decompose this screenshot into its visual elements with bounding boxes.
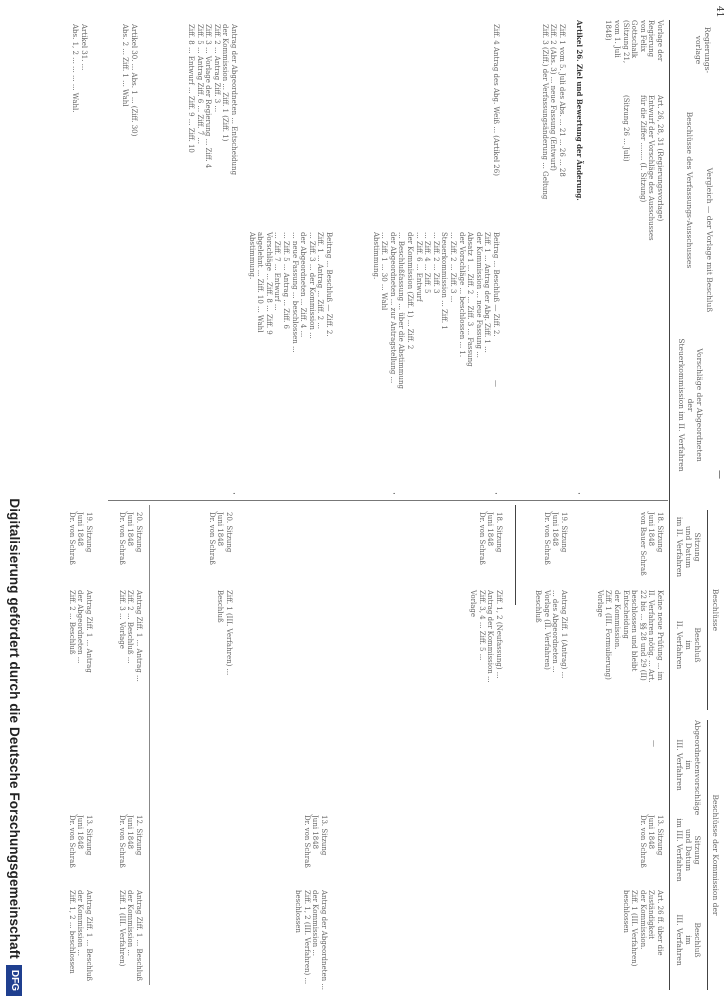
r-row6-sitzung-2: 13. Sitzung Juni 1848 Dr. von Schraß [67, 815, 93, 868]
r-row5-sitzung-2: 12. Sitzung Juni 1848 Dr. von Schraß [117, 815, 143, 868]
block-1: Ziff. 1 vom 5. Juli des Abs. ... 21 ... 26 ... 28 Ziff. 2 (Abs. 3) ... neue Fassung (Entwurf) Ziff. 3 (Ziff.) der Verfassungsänderung ... Geltung [540, 24, 566, 200]
row1-sitzung-1: 18. Sitzung Juni 1848 von Bauer Schraß [638, 512, 664, 576]
r-row5-beschluss: Antrag Ziff. 1 ... Antrag ... Ziff. 2 ... Beschluß ... Ziff. 3 ... Vorlage [117, 590, 143, 682]
row1-left: Vorlage der Regierung von Felix Gottschalk (Sitzung 21, vom 1. Juli 1848) [604, 20, 664, 64]
header-right-group: Beschlüsse [711, 588, 720, 632]
header-col-b: Vorschläge der Abgeordneten der Steuerkommission im II. Verfahren [677, 338, 704, 472]
dfg-credit-text: Digitalisierung gefördert durch die Deutsche Forschungsgemeinschaft [7, 498, 22, 959]
header-regierungsvorlage: Regierungs- vorlage [694, 26, 712, 74]
row1-beschluss-2: Art. 26 ff. über die Zuständigkeit der Kommission. Ziff. 1 (III. Verfahren) beschlossen [621, 890, 664, 967]
row1-beschluss-1: Keine neue Prüfung ... im II. Verfahren nötig. ... Art. 22 bis ... §§ 28 und 29 (II) beschlossen und bleibt Entscheidung der Kommission. Ziff. 1 (III. Formulierung) Vorlage [595, 590, 664, 683]
block-4: Artikel 30. ... Abs. 1 ... (Ziff. 30) Abs. 2 ... Ziff. 1 ... Wahl [121, 24, 138, 137]
right-band-rule [515, 505, 516, 605]
right-row-rule [149, 505, 150, 985]
block-2: Ziff. 4 Antrag des Abg. Weiß ... (Artikel 26) [492, 24, 500, 176]
middle-block-1: Beitrag ... Beschluß — Ziff. 2. Ziff. 1 ... Antrag der Abg. Ziff. 1 ... der Kommission ... neue Fassung ... Absatz 1 ... Ziff. 2 ... Ziff. 3 ... Fassung der Vorschläge ... beschlossen ... 1. ... Ziff. 2 ... Ziff. 3 ... Steuerkommission ... Ziff. 1 ... Ziff. 2 ... Ziff. 3 ... Ziff. 4 ... Ziff. 5 ... Ziff. 6 ... Entwurf der Kommission (Ziff. 1) ... Ziff. 2 ... Beschlußfassung ... über die Abstimmung der Abgeordneten ... zur Antragstellung ... ... Ziff. 1 ... 30 ... Wahl Abstimmung. [371, 232, 500, 389]
row1-abgeordneten: — [650, 740, 658, 747]
middle-note-dash: — [492, 380, 500, 387]
header-rule [669, 20, 670, 990]
header-group-rule [707, 510, 708, 710]
r-row4-beschluss: Ziff. 1 (III. Verfahren) ... Beschluß [216, 590, 233, 676]
r-row1-sitzung: 19. Sitzung Juni 1848 Dr. von Schraß [542, 512, 568, 565]
dfg-logo: DFG [6, 965, 22, 996]
r-row1-beschluss: Antrag Ziff. 1 (Antrag) ... ... des Abgeordneten ... Vorlage (II. Verfahren) Beschluß [534, 590, 568, 679]
r-row3-sitzung-2: 13. Sitzung Juni 1848 Dr. von Schraß [302, 815, 328, 868]
r-row4-sitzung: 20. Sitzung Juni 1848 Dr. von Schraß [207, 512, 233, 565]
dfg-footer [0, 0, 28, 1000]
row-mark: · [573, 492, 583, 495]
header-sitzung-1: Sitzung und Datum im II. Verfahren [675, 516, 702, 578]
r-row2-beschluss: Ziff. 1, 2 (Neufassung) ... Antrag der Kommission ... Ziff. 3, 4 ... Ziff. 5 ... Vorlage [469, 590, 503, 683]
r-row5-sitzung: 20. Sitzung Juni 1848 Dr. von Schraß [117, 512, 143, 565]
row-mark: · [228, 492, 238, 495]
block-3: Antrag der Abgeordneten ... Entscheidung der Kommission ... Ziff. 1 (Ziff. 1) Ziff. 2 ... Antrag Ziff. 3 ... Ziff. 3 ... Vorlage der Regierung ... Ziff. 4 Ziff. 5 ... Antrag Ziff. 6 ... Ziff. 7 ... Ziff. 8 ... Entwurf ... Ziff. 9 ... Ziff. 10 [187, 24, 238, 176]
header-beschluss-2: Beschluß im III. Verfahren [675, 914, 702, 966]
r-row5-beschluss-2: Antrag Ziff. 1 ... Beschluß der Kommission ... Ziff. 1 (III. Verfahren) [117, 890, 143, 982]
header-vergleich: Vergleich — der Vorlage mit Beschluß [705, 167, 714, 313]
r-row6-beschluss-2: Antrag Ziff. 1 ... Beschluß der Kommission ... Ziff. 1, 2 ... beschlossen [67, 890, 93, 982]
block-5: Artikel 31. ... Abs. 1, 2 ... ... ... ... Wahl. [71, 24, 88, 113]
r-row6-sitzung: 19. Sitzung Juni 1848 Dr. von Schraß [67, 512, 93, 565]
middle-block-2: Beitrag ... Beschluß — Ziff. 2. Ziff. 1 ... Antrag ... Ziff. 2 ... ... Ziff. 3 ... der Kommission ... der Abgeordneten ... Ziff. 4 ... ... neue Fassung ... beschlossen ... ... Ziff. 5 ... Antrag ... Ziff. 6 ... Ziff. 7 ... Entwurf ... Vorschläge ... Ziff. 8 ... Ziff. 9 abgelehnt ... Ziff. 10 ... Wahl Abstimmung. [247, 232, 333, 353]
row-mark: · [388, 492, 398, 495]
row1-col-a: Art. 26, 28, 31 (Regierungsvorlage) Entwurf der Vorschläge des Ausschusses für die Ziffer ........ (I. Sitzung) (Sitzung 26 ... Juli) [621, 95, 664, 241]
row-mark: · [490, 492, 500, 495]
header-sitzung-2: Sitzung und Datum im III. Verfahren [675, 818, 702, 882]
header-right-group-2: Beschlüsse der Kommission der [711, 794, 720, 916]
section-heading: Artikel 26. Ziel und Bewertung der Änderung. [575, 20, 584, 201]
header-beschluss-1: Beschluß im II. Verfahren [675, 620, 702, 670]
header-col-a: Beschlüsse des Verfassungs-Ausschusses [685, 111, 694, 269]
r-row2-sitzung: 18. Sitzung Juni 1848 Dr. von Schraß [477, 512, 503, 565]
row1-sitzung-2: 13. Sitzung Juni 1848 Dr. von Schraß [638, 815, 664, 868]
page-number: 41 [714, 6, 724, 18]
r-row3-beschluss-2: Antrag der Abgeordneten ... der Kommission ... Ziff. 1, 2 (III. Verfahren) ... beschlossen [294, 890, 328, 991]
header-group-rule-2 [707, 720, 708, 990]
r-row6-beschluss: Antrag Ziff. 1 ... Antrag der Abgeordneten ... Ziff. 2 ... Beschluß [67, 590, 93, 673]
top-marker: — [714, 470, 724, 479]
header-abgeordneten: Abgeordnetenvorschläge im III. Verfahren [675, 720, 702, 816]
column-divider [108, 500, 668, 501]
